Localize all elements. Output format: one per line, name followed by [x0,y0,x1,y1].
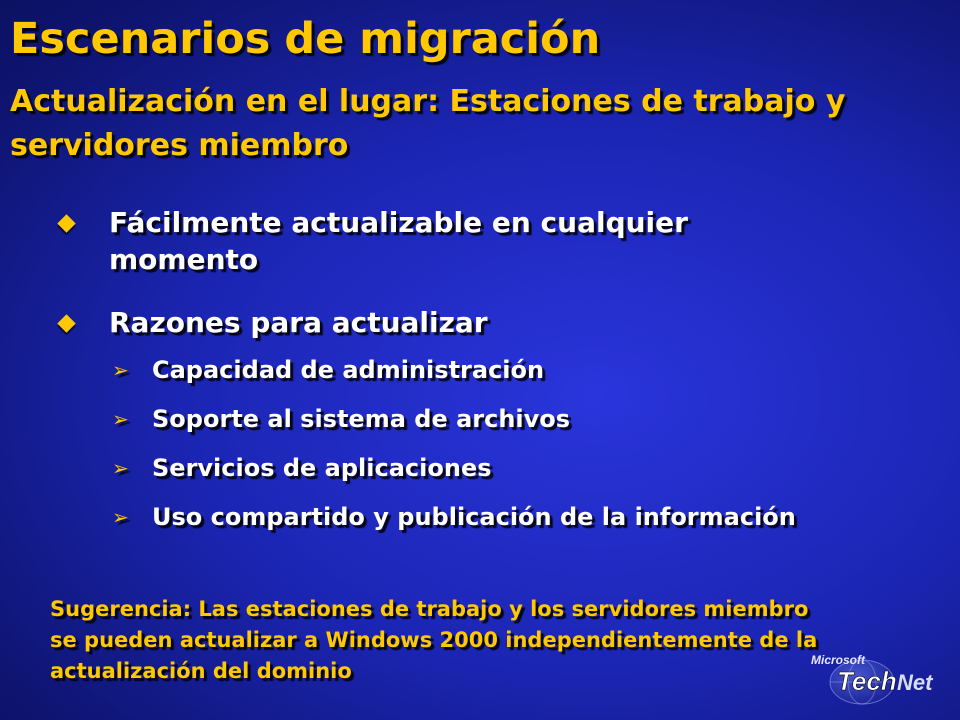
arrowhead-bullet-icon: ➢ [112,358,129,382]
slide-title [10,10,600,68]
logo-brand: Microsoft [811,653,865,667]
logo-product-part-1: Tech [837,666,897,696]
logo-product-part-2: Net [897,670,933,695]
diamond-bullet-icon [57,214,75,232]
slide-title-word-1: Escenarios [10,14,271,64]
arrowhead-bullet-icon: ➢ [112,505,129,529]
sub-bullet-text: Soporte al sistema de archivos [152,405,571,433]
bullet-text: Razones para actualizar [109,306,488,339]
slide-title-word-2: de migración [284,14,601,64]
sub-bullet-text: Servicios de aplicaciones [152,454,492,482]
arrowhead-bullet-icon: ➢ [112,407,129,431]
tip-note: Sugerencia: Las estaciones de trabajo y los servidores miembro se pueden actualizar a Windows 2000 independientemente de la actualización del dominio [50,597,818,683]
sub-bullet-text: Uso compartido y publicación de la información [152,503,796,531]
bullet-text: Fácilmente actualizable en cualquier momento [109,206,688,276]
slide-subtitle: Actualización en el lugar: Estaciones de trabajo y servidores miembro [10,84,846,163]
sub-bullet-text: Capacidad de administración [152,356,545,384]
diamond-bullet-icon [57,314,75,332]
technet-logo [807,644,945,706]
arrowhead-bullet-icon: ➢ [112,456,129,480]
